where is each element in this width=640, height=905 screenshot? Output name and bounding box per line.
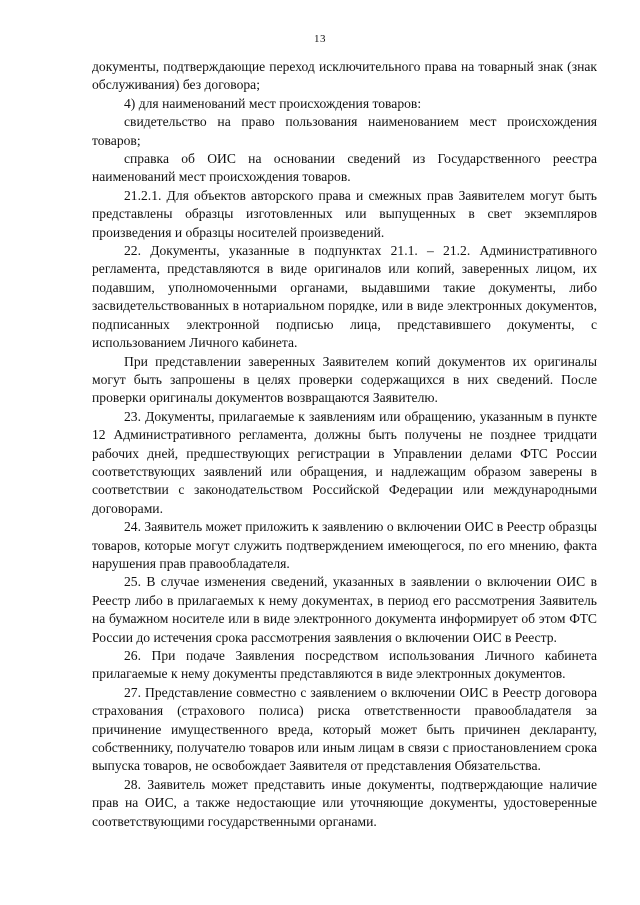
paragraph-23: 23. Документы, прилагаемые к заявлениям или обращению, указанным в пункте 12 Административного регламента, должны быть получены не позднее тридцати рабочих дней, предшествующих регистрации в Управлении делами ФТС России соответствующих заявлений или обращения, и надлежащим образом заверены в соответствии с законодательством Российской Федерации или международными договорами. (92, 408, 597, 516)
page-number: 13 (314, 33, 326, 45)
document-body (92, 58, 597, 831)
paragraph-21-2-1: 21.2.1. Для объектов авторского права и смежных прав Заявителем могут быть представлены образцы изготовленных или выпущенных в свет экземпляров произведения и образцы носителей произведений. (92, 187, 597, 240)
paragraph-24: 24. Заявитель может приложить к заявлению о включении ОИС в Реестр образцы товаров, которые могут служить подтверждением имеющегося, по его мнению, факта нарушения прав правообладателя. (92, 519, 597, 571)
paragraph-certificate: свидетельство на право пользования наименованием мест происхождения товаров; (92, 114, 597, 148)
paragraph-25: 25. В случае изменения сведений, указанных в заявлении о включении ОИС в Реестр либо в прилагаемых к нему документах, в период его рассмотрения Заявитель на бумажном носителе или в виде электронного документа информирует об этом ФТС России до истечения срока рассмотрения заявления о включении ОИС в Реестр. (92, 574, 597, 645)
paragraph-trademark-transfer-docs: документы, подтверждающие переход исключительного права на товарный знак (знак обслуживания) без договора; (92, 59, 597, 93)
paragraph-28: 28. Заявитель может представить иные документы, подтверждающие наличие прав на ОИС, а также недостающие или уточняющие документы, удостоверенные соответствующими государственными органами. (92, 776, 597, 829)
paragraph-22: 22. Документы, указанные в подпунктах 21.1. – 21.2. Административного регламента, представляются в виде оригиналов или копий, заверенных лицом, их подавшим, уполномоченными органами, выдавшими такие документы, либо засвидетельствованных в нотариальном порядке, или в виде электронных документов, подписанных электронной подписью лица, представившего документы, с использованием Личного кабинета. (92, 243, 597, 351)
paragraph-item-4-heading: 4) для наименований мест происхождения товаров: (124, 95, 422, 111)
paragraph-26: 26. При подаче Заявления посредством использования Личного кабинета прилагаемые к нему документы представляются в виде электронных документов. (92, 648, 597, 682)
paragraph-reference: справка об ОИС на основании сведений из Государственного реестра наименований мест происхождения товаров. (92, 151, 597, 185)
paragraph-27: 27. Представление совместно с заявлением о включении ОИС в Реестр договора страхования (страхового полиса) риска ответственности правообладателя за причинение имущественного вреда, который может быть причинен декларанту, собственнику, получателю товаров или иным лицам в связи с приостановлением срока выпуска товаров, не освобождает Заявителя от представления Обязательства. (92, 684, 597, 774)
paragraph-22-copies: При представлении заверенных Заявителем копий документов их оригиналы могут быть запрошены в целях проверки содержащихся в них сведений. После проверки оригиналы документов возвращаются Заявителю. (92, 353, 597, 406)
